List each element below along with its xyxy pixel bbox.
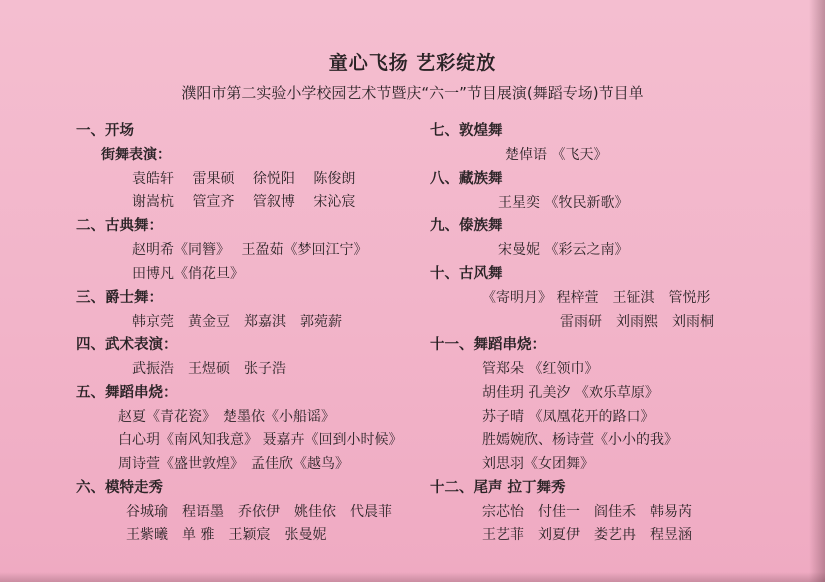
section-11-performers-4: 胜嫣婉欣、杨诗萱《小小的我》 xyxy=(482,432,678,448)
section-11-heading: 十一、舞蹈串烧： xyxy=(430,337,546,353)
section-12-performers-2: 王艺菲 刘夏伊 娄艺冉 程昱涵 xyxy=(482,527,692,543)
section-8-performers: 王星奕 《牧民新歌》 xyxy=(498,195,629,211)
section-11-performers-2: 胡佳玥 孔美汐 《欢乐草原》 xyxy=(482,385,659,401)
section-7-performers: 楚倬语 《飞天》 xyxy=(505,147,608,163)
section-12-heading: 十二、尾声 拉丁舞秀 xyxy=(430,480,566,496)
section-1-performers-2: 谢嵩杭 管宣齐 管叙博 宋沁宸 xyxy=(132,194,356,210)
section-2-performers-2: 田博凡《俏花旦》 xyxy=(132,266,244,282)
section-10-heading: 十、古风舞 xyxy=(430,266,503,282)
section-1-performers-1: 袁皓轩 雷果硕 徐悦阳 陈俊朗 xyxy=(132,171,356,187)
section-2-heading: 二、古典舞： xyxy=(76,218,163,234)
section-6-performers-2: 王紫曦 单 雅 王颖宸 张曼妮 xyxy=(126,527,327,543)
section-5-performers-1: 赵夏《青花瓷》 楚墨依《小船谣》 xyxy=(118,409,335,425)
section-11-performers-5: 刘思羽《女团舞》 xyxy=(482,456,594,472)
section-5-performers-3: 周诗萱《盛世敦煌》 孟佳欣《越鸟》 xyxy=(118,456,349,472)
section-6-heading: 六、模特走秀 xyxy=(76,480,163,496)
section-3-performers: 韩京莞 黄金豆 郑嘉淇 郭菀薪 xyxy=(132,314,342,330)
section-9-heading: 九、傣族舞 xyxy=(430,218,503,234)
section-8-heading: 八、藏族舞 xyxy=(430,171,503,187)
section-1-subheading: 街舞表演： xyxy=(101,147,171,163)
section-12-performers-1: 宗芯怡 付佳一 阎佳禾 韩易芮 xyxy=(482,504,692,520)
program-title: 童心飞扬 艺彩绽放 xyxy=(328,52,497,74)
section-3-heading: 三、爵士舞： xyxy=(76,290,163,306)
section-7-heading: 七、敦煌舞 xyxy=(430,123,503,139)
section-10-performers-1: 《寄明月》 程梓萱 王钲淇 管悦彤 xyxy=(482,290,711,306)
program-subtitle: 濮阳市第二实验小学校园艺术节暨庆“六一”节目展演(舞蹈专场)节目单 xyxy=(181,84,644,102)
section-4-heading: 四、武术表演： xyxy=(76,337,178,353)
section-4-performers: 武振浩 王煜硕 张子浩 xyxy=(132,361,286,377)
section-11-performers-3: 苏子晴 《凤凰花开的路口》 xyxy=(482,409,655,425)
section-1-heading: 一、开场 xyxy=(76,123,134,139)
section-5-heading: 五、舞蹈串烧： xyxy=(76,385,178,401)
section-10-performers-2: 雷雨研 刘雨熙 刘雨桐 xyxy=(560,314,714,330)
paper-bottom-shadow xyxy=(0,572,825,582)
section-11-performers-1: 管郑朵 《红领巾》 xyxy=(482,361,599,377)
section-6-performers-1: 谷城瑜 程语墨 乔依伊 姚佳依 代晨菲 xyxy=(126,504,392,520)
section-5-performers-2: 白心玥《南风知我意》 聂嘉卉《回到小时候》 xyxy=(118,432,403,448)
section-9-performers: 宋曼妮 《彩云之南》 xyxy=(498,242,629,258)
section-2-performers-1: 赵明希《同簪》 王盈茹《梦回江宁》 xyxy=(132,242,368,258)
